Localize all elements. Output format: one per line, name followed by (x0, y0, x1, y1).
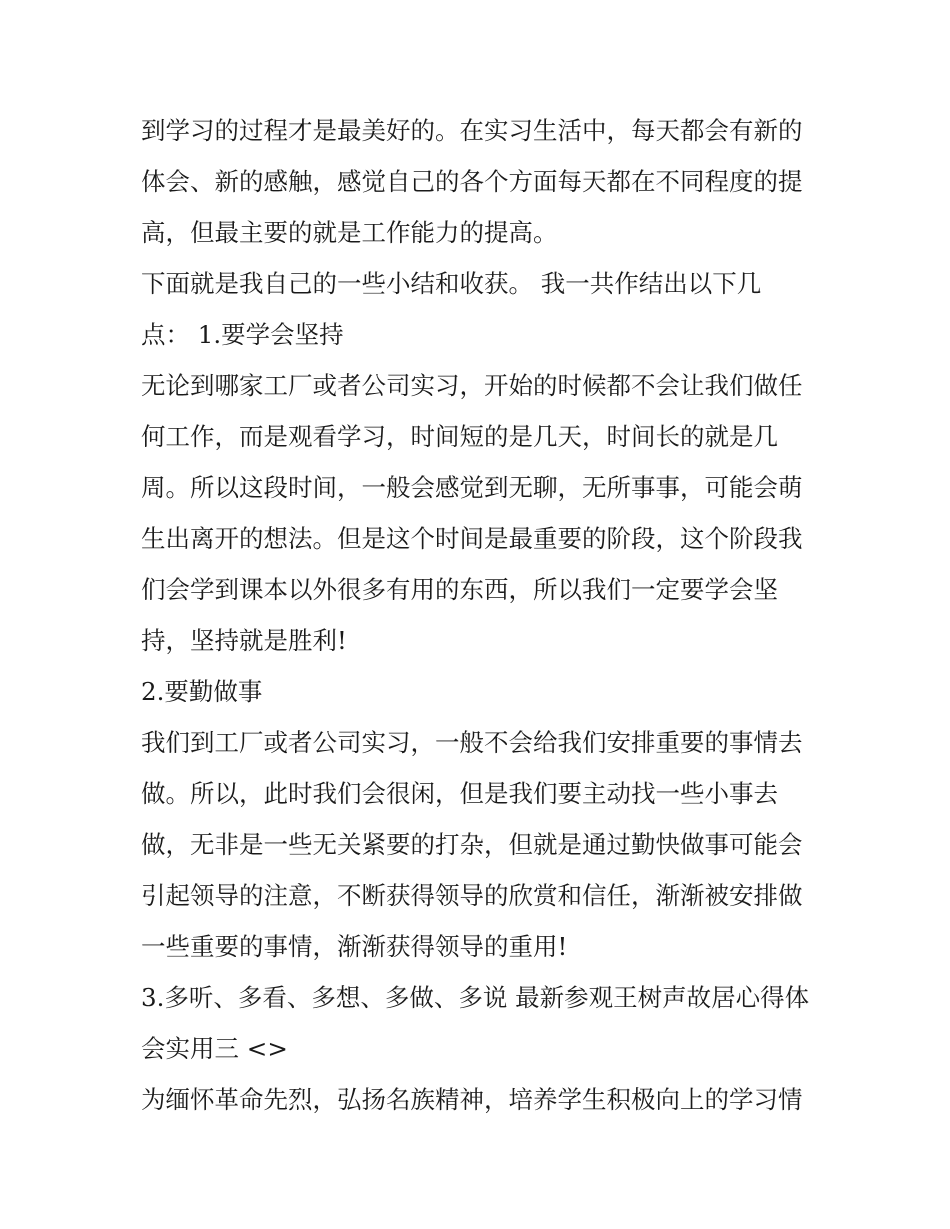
text-line: 生出离开的想法。但是这个时间是最重要的阶段，这个阶段我 (141, 524, 803, 553)
section-heading-2: 2.要勤做事 (141, 677, 263, 706)
document-body (141, 105, 821, 1125)
text-line: 下面就是我自己的一些小结和收获。 我一共作结出以下几 (141, 269, 762, 298)
text-line: 们会学到课本以外很多有用的东西，所以我们一定要学会坚 (141, 575, 778, 604)
text-line: 无论到哪家工厂或者公司实习，开始的时候都不会让我们做任 (141, 371, 803, 400)
text-line: 持，坚持就是胜利! (141, 626, 347, 655)
text-line: 一些重要的事情，渐渐获得领导的重用! (141, 932, 568, 961)
text-line: 做。所以，此时我们会很闲，但是我们要主动找一些小事去 (141, 779, 778, 808)
section-heading-3: 3.多听、多看、多想、多做、多说 最新参观王树声故居心得体 (141, 983, 810, 1012)
text-line: 高，但最主要的就是工作能力的提高。 (141, 218, 558, 247)
text-line: 体会、新的感触，感觉自己的各个方面每天都在不同程度的提 (141, 167, 803, 196)
text-line: 会实用三 <> (141, 1034, 288, 1063)
text-line: 到学习的过程才是最美好的。在实习生活中，每天都会有新的 (141, 116, 803, 145)
text-line: 我们到工厂或者公司实习，一般不会给我们安排重要的事情去 (141, 728, 803, 757)
section-heading-1: 点： 1.要学会坚持 (141, 320, 344, 349)
text-line: 做，无非是一些无关紧要的打杂，但就是通过勤快做事可能会 (141, 830, 803, 859)
text-line: 为缅怀革命先烈，弘扬名族精神，培养学生积极向上的学习情 (141, 1085, 803, 1114)
text-line: 引起领导的注意，不断获得领导的欣赏和信任，渐渐被安排做 (141, 881, 803, 910)
text-line: 何工作，而是观看学习，时间短的是几天，时间长的就是几 (141, 422, 778, 451)
text-line: 周。所以这段时间，一般会感觉到无聊，无所事事，可能会萌 (141, 473, 803, 502)
